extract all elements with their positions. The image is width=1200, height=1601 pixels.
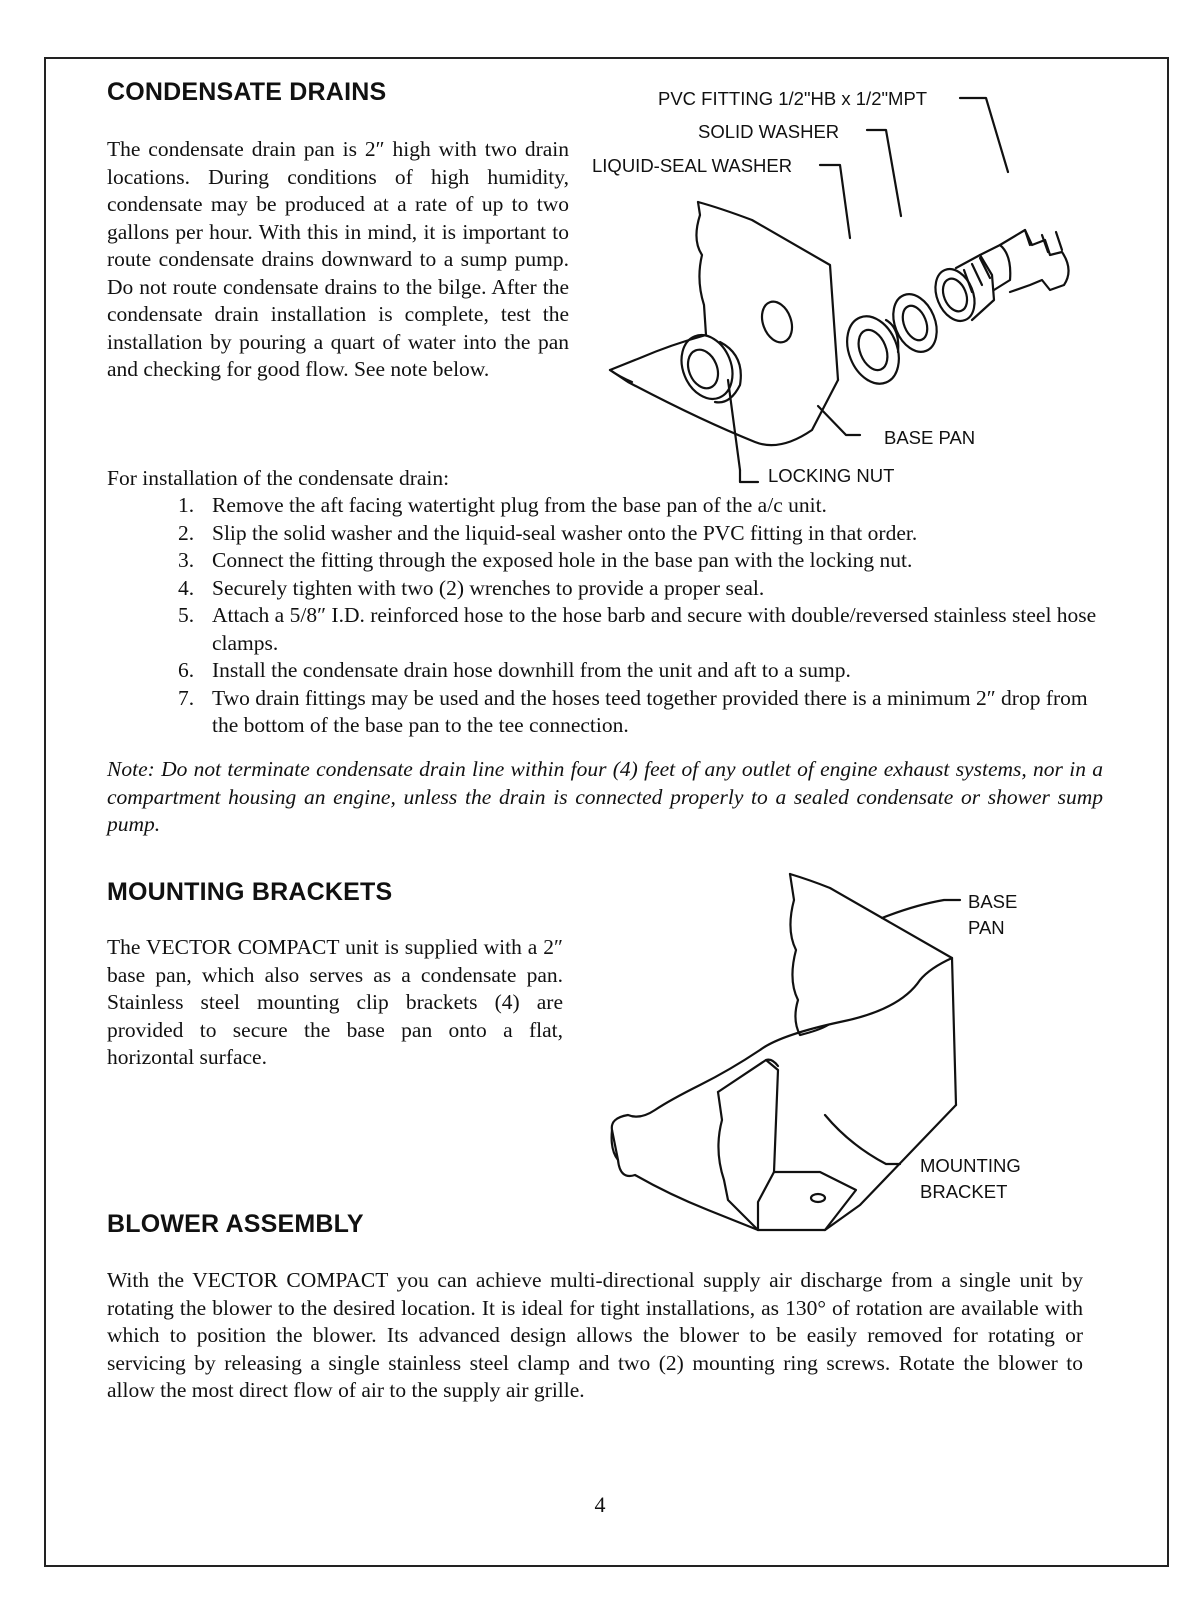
list-item: 4. Securely tighten with two (2) wrenches to provide a proper seal.	[178, 575, 765, 600]
mounting-brackets-heading: MOUNTING BRACKETS	[107, 878, 393, 906]
list-item: 7. Two drain fittings may be used and the hoses teed together provided there is a minimum 2″ drop from the bottom of the base pan to the tee connection.	[178, 685, 1088, 737]
list-item: 1. Remove the aft facing watertight plug from the base pan of the a/c unit.	[178, 493, 827, 517]
mounting-body-paragraph: The VECTOR COMPACT unit is supplied with a 2″ base pan, which also serves as a condensate pan. Stainless steel mounting clip brackets (4) are provided to secure the base pan onto a flat, horizontal surface.	[107, 935, 563, 1069]
list-item: 6. Install the condensate drain hose downhill from the unit and aft to a sump.	[178, 658, 851, 682]
list-item: 5. Attach a 5/8″ I.D. reinforced hose to the hose barb and secure with double/reversed stainless steel hose clamps.	[178, 603, 1097, 655]
condensate-drains-heading: CONDENSATE DRAINS	[107, 78, 387, 106]
list-item: 2. Slip the solid washer and the liquid-seal washer onto the PVC fitting in that order.	[178, 520, 918, 545]
condensate-drain-diagram	[580, 80, 1100, 500]
liquid-seal-washer-label: LIQUID-SEAL WASHER	[592, 155, 793, 176]
mounting-bracket-label-line2: BRACKET	[920, 1181, 1008, 1202]
solid-washer-label: SOLID WASHER	[698, 121, 840, 142]
blower-assembly-heading: BLOWER ASSEMBLY	[107, 1210, 364, 1238]
condensate-note: Note: Do not terminate condensate drain line within four (4) feet of any outlet of engine exhaust systems, nor in a compartment housing an engine, unless the drain is connected properly to a sealed condensate or shower sump pump.	[107, 757, 1103, 836]
base-pan-label: BASE PAN	[884, 427, 976, 448]
installation-steps	[172, 492, 1112, 740]
installation-lead: For installation of the condensate drain:	[107, 466, 450, 490]
base-pan-label-line1: BASE	[968, 891, 1018, 912]
page-number: 4	[594, 1492, 606, 1517]
base-pan-label-line2: PAN	[968, 917, 1005, 938]
condensate-intro-paragraph: The condensate drain pan is 2″ high with two drain locations. During conditions of high humidity, condensate may be produced at a rate of up to two gallons per hour. With this in mind, it is important to route condensate drains downward to a sump pump. Do not route condensate drains to the bilge. After the condensate drain installation is complete, test the installation by pouring a quart of water into the pan and checking for good flow. See note below.	[107, 137, 569, 381]
mounting-bracket-label-line1: MOUNTING	[920, 1155, 1021, 1176]
locking-nut-label: LOCKING NUT	[768, 465, 895, 486]
list-item: 3. Connect the fitting through the exposed hole in the base pan with the locking nut.	[178, 548, 913, 572]
blower-body-paragraph: With the VECTOR COMPACT you can achieve multi-directional supply air discharge from a single unit by rotating the blower to the desired location. It is ideal for tight installations, as 130° of rotation are available with which to position the blower. Its advanced design allows the blower to be easily removed for rotating or servicing by releasing a single stainless steel clamp and two (2) mounting ring screws. Rotate the blower to allow the most direct flow of air to the supply air grille.	[107, 1268, 1083, 1402]
pvc-fitting-label: PVC FITTING 1/2"HB x 1/2"MPT	[658, 88, 928, 109]
